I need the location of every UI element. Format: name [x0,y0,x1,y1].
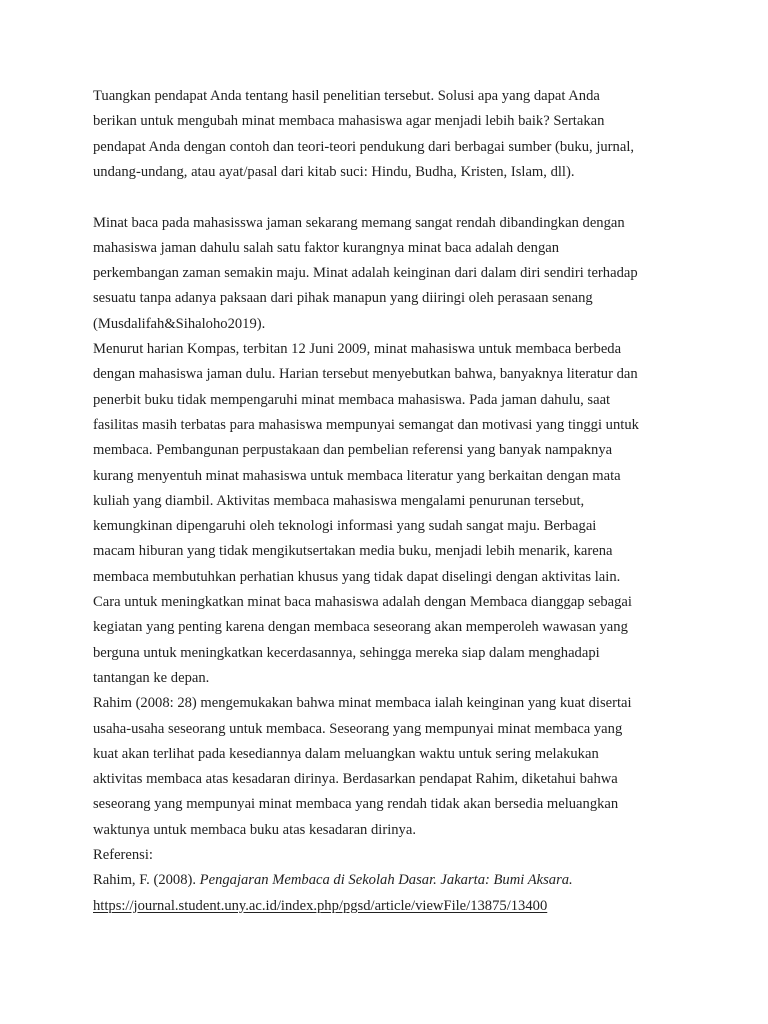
answer-line: sesuatu tanpa adanya paksaan dari pihak manapun yang diiringi oleh perasaan senang [93,290,593,307]
answer-line: waktunya untuk membaca buku atas kesadaran dirinya. [93,821,416,838]
answer-line: penerbit buku tidak mempengaruhi minat membaca mahasiswa. Pada jaman dahulu, saat [93,391,611,408]
reference-link[interactable]: https://journal.student.uny.ac.id/index.php/pgsd/article/viewFile/13875/13400 [93,897,548,914]
answer-line: usaha-usaha seseorang untuk membaca. Seseorang yang mempunyai minat membaca yang [93,720,623,737]
question-line: undang-undang, atau ayat/pasal dari kitab suci: Hindu, Budha, Kristen, Islam, dll). [93,163,575,180]
answer-line: kurang menyentuh minat mahasiswa untuk membaca literatur yang berkaitan dengan mata [93,467,621,484]
answer-line: Minat baca pada mahasisswa jaman sekarang memang sangat rendah dibandingkan dengan [93,214,625,231]
answer-line: kemungkinan dipengaruhi oleh teknologi informasi yang sudah sangat maju. Berbagai [93,518,597,535]
paragraph-gap [93,185,675,210]
answer-line: Rahim (2008: 28) mengemukakan bahwa minat membaca ialah keinginan yang kuat disertai [93,695,632,712]
answer-line: mahasiswa jaman dahulu salah satu faktor kurangnya minat baca adalah dengan [93,239,560,256]
reference-title: Pengajaran Membaca di Sekolah Dasar. Jakarta: Bumi Aksara. [199,872,573,889]
document-page [93,84,675,919]
answer-line: seseorang yang mempunyai minat membaca yang rendah tidak akan bersedia meluangkan [93,796,619,813]
reference-link-line [93,894,675,919]
answer-line: (Musdalifah&Sihaloho2019). [93,315,266,332]
answer-line: berguna untuk meningkatkan kecerdasannya, sehingga mereka siap dalam menghadapi [93,644,600,661]
answer-line: kegiatan yang penting karena dengan membaca seseorang akan memperoleh wawasan yang [93,619,628,636]
question-line: pendapat Anda dengan contoh dan teori-teori pendukung dari berbagai sumber (buku, jurnal, [93,138,635,155]
answer-line: kuliah yang diambil. Aktivitas membaca mahasiswa mengalami penurunan tersebut, [93,492,585,509]
references-section [93,843,675,919]
answer-line: aktivitas membaca atas kesadaran dirinya. Berdasarkan pendapat Rahim, diketahui bahwa [93,771,618,788]
answer-line: tantangan ke depan. [93,669,210,686]
answer-line: perkembangan zaman semakin maju. Minat adalah keinginan dari dalam diri sendiri terhadap [93,265,638,282]
references-heading: Referensi: [93,847,153,863]
answer-line: kuat akan terlihat pada kesediannya dalam meluangkan waktu untuk sering melakukan [93,745,599,762]
question-paragraph [93,84,675,185]
answer-line: dengan mahasiswa jaman dulu. Harian tersebut menyebutkan bahwa, banyaknya literatur dan [93,366,638,383]
question-line: Tuangkan pendapat Anda tentang hasil penelitian tersebut. Solusi apa yang dapat Anda [93,88,600,104]
answer-line: fasilitas masih terbatas para mahasiswa mempunyai semangat dan motivasi yang tinggi untuk [93,416,639,433]
reference-item [93,868,675,893]
answer-line: membaca membutuhkan perhatian khusus yang tidak dapat diselingi dengan aktivitas lain. [93,568,621,585]
answer-body [93,211,675,843]
question-line: berikan untuk mengubah minat membaca mahasiswa agar menjadi lebih baik? Sertakan [93,113,605,130]
answer-line: macam hiburan yang tidak mengikutsertakan media buku, menjadi lebih menarik, karena [93,543,613,560]
answer-line: Menurut harian Kompas, terbitan 12 Juni 2009, minat mahasiswa untuk membaca berbeda [93,341,622,358]
reference-author: Rahim, F. (2008). [93,872,200,889]
answer-line: membaca. Pembangunan perpustakaan dan pembelian referensi yang banyak nampaknya [93,442,613,459]
answer-line: Cara untuk meningkatkan minat baca mahasiswa adalah dengan Membaca dianggap sebagai [93,594,632,611]
